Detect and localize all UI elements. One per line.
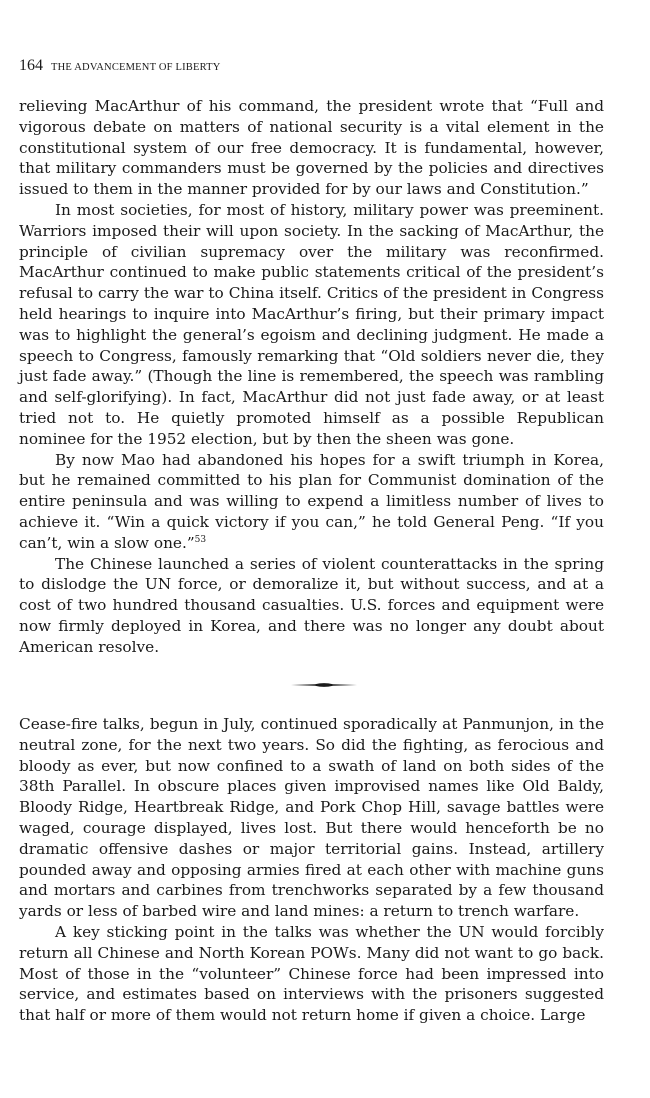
paragraph-text: relieving MacArthur of his command, the president wrote that “Full and vigorous debate on matters of national security is a vital element in the constitutional system of our free democracy. It is fundamental, however, that military commanders must be governed by the policies and directives issued to them in the manner provided for by our laws and Constitution.” — [19, 97, 604, 199]
running-title: THE ADVANCEMENT OF LIBERTY — [51, 62, 221, 73]
paragraph-text: In most societies, for most of history, military power was preeminent. Warriors imposed their will upon society. In the sacking of MacArthur, the principle of civilian supremacy over the military was reconfirmed. MacArthur continued to make public statements critical of the president’s refusal to carry the war to China itself. Critics of the president in Congress held hearings to inquire into MacArthur’s firing, but their primary impact was to highlight the general’s egoism and declining judgment. He made a speech to Congress, famously remarking that “Old soldiers never die, they just fade away.” (Though the line is remembered, the speech was rambling and self-glorifying). In fact, MacArthur did not just fade away, or at least tried not to. He quietly promoted himself as a possible Republican nominee for the 1952 election, but by then the sheen was gone. — [19, 200, 604, 448]
paragraph-text: Cease-fire talks, begun in July, continued sporadically at Panmunjon, in the neutral zone, for the next two years. So did the fighting, as ferocious and bloody as ever, but now confined to a swath of land on both sides of the 38th Parallel. In obscure places given improvised names like Old Baldy, Bloody Ridge, Heartbreak Ridge, and Pork Chop Hill, savage battles were waged, courage displayed, lives lost. But there would henceforth be no dramatic offensive dashes or major territorial gains. Instead, artillery pounded away and opposing armies fired at each other with machine guns and mortars and carbines from trenchworks separated by a few thousand yards or less of barbed wire and land mines: a return to trench warfare. — [19, 715, 604, 921]
paragraph — [19, 450, 604, 554]
paragraph-text: By now Mao had abandoned his hopes for a swift triumph in Korea, but he remained committed to his plan for Communist domination of the entire peninsula and was willing to expend a limitless number of lives to achieve it. “Win a quick victory if you can,” he told General Peng. “If you can’t, win a slow one.” — [19, 450, 604, 552]
paragraph-continued — [19, 96, 604, 200]
text-section-1 — [19, 96, 604, 658]
text-section-2 — [19, 714, 604, 1026]
paragraph — [19, 714, 604, 922]
footnote-marker[interactable]: 53 — [194, 534, 207, 545]
page-number: 164 — [19, 57, 43, 74]
paragraph — [19, 200, 604, 450]
running-head — [19, 57, 221, 75]
paragraph-text: The Chinese launched a series of violent counterattacks in the spring to dislodge the UN force, or demoralize it, but without success, and at a cost of two hundred thousand casualties. U.S. forces and equipment were now firmly deployed in Korea, and there was no longer any doubt about American resolve. — [19, 554, 604, 656]
paragraph — [19, 922, 604, 1026]
section-break-rule-icon — [291, 681, 357, 689]
paragraph-text: A key sticking point in the talks was whether the UN would forcibly return all Chinese and North Korean POWs. Many did not want to go back. Most of those in the “volunteer” Chinese force had been impressed into service, and estimates based on interviews with the prisoners suggested that half or more of them would not return home if given a choice. Large — [19, 922, 604, 1025]
paragraph — [19, 554, 604, 658]
